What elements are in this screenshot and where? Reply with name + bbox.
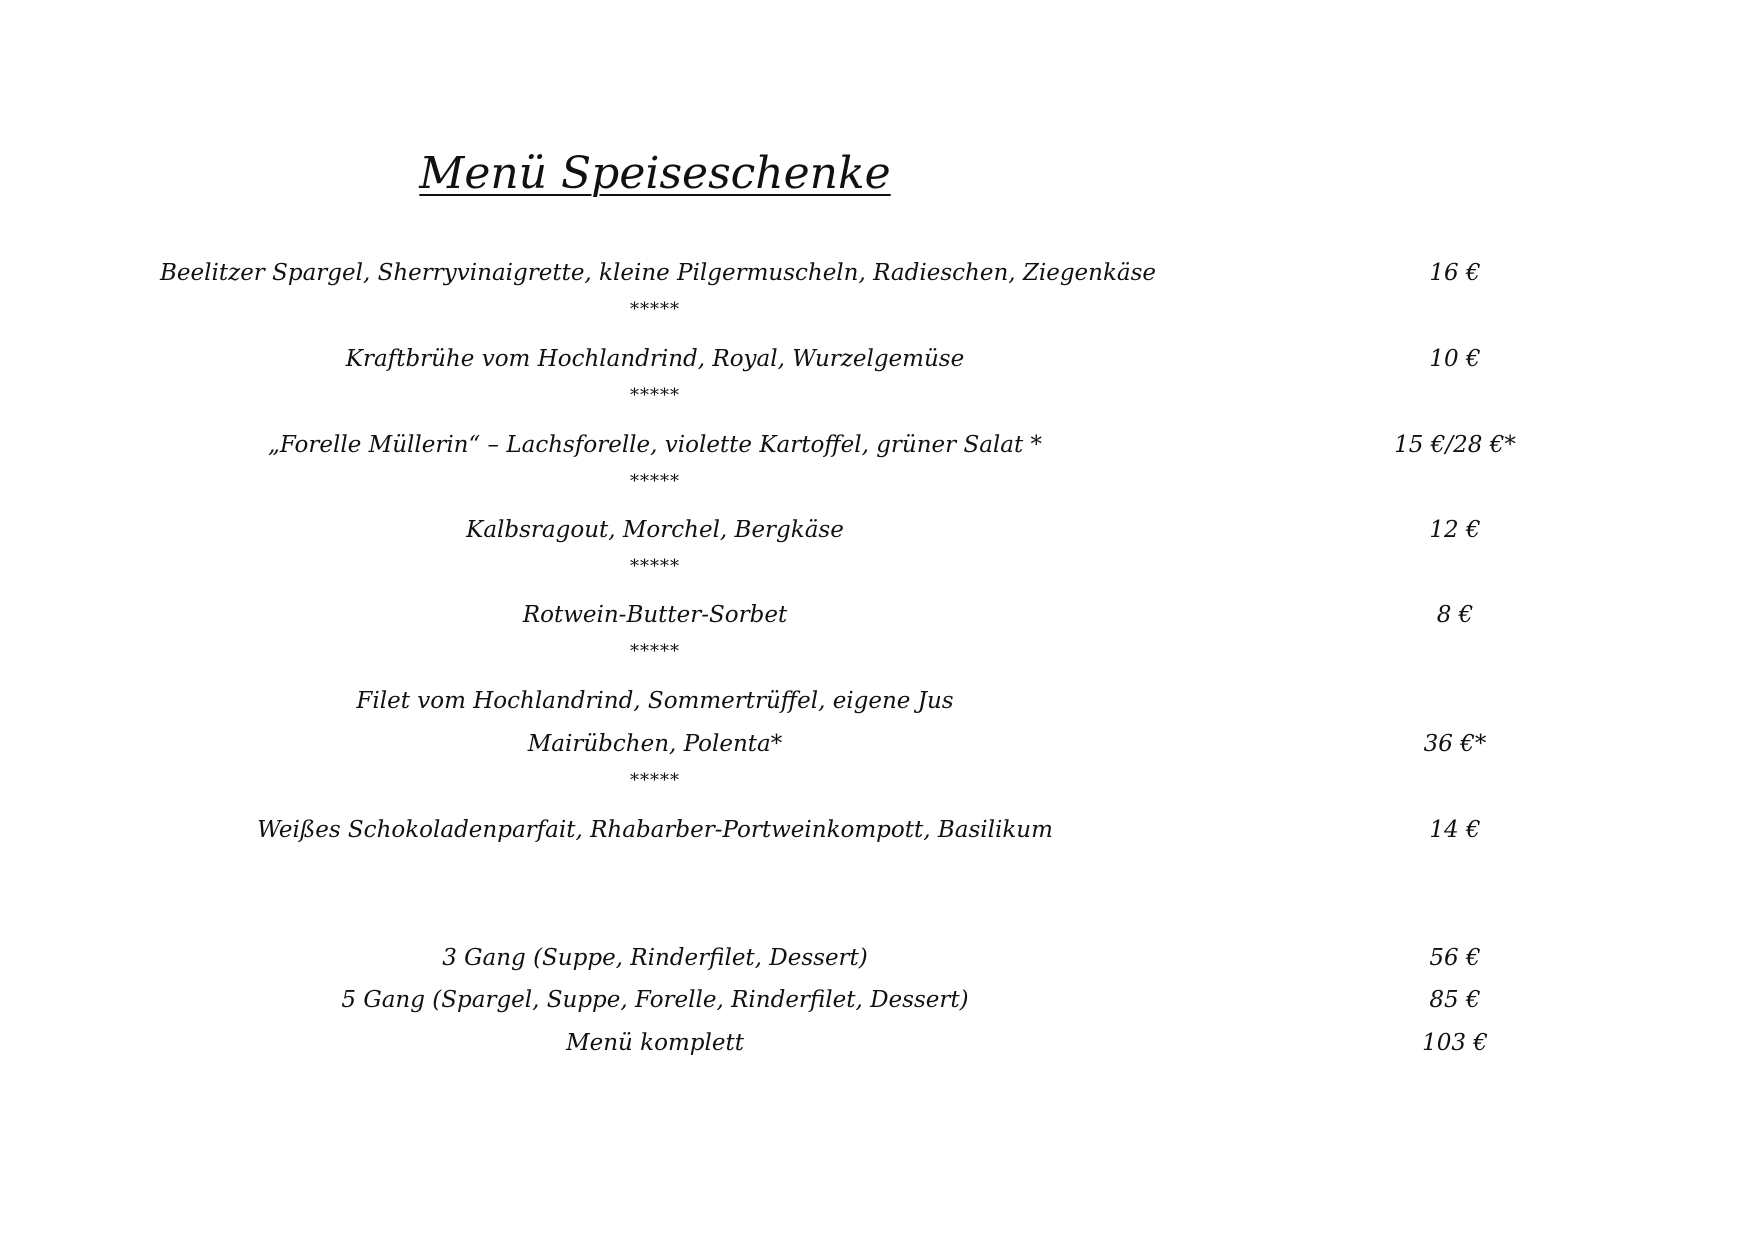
set-menu-3-gang-price: 56 € <box>1429 945 1481 971</box>
set-menu-5-gang-price: 85 € <box>1429 987 1481 1013</box>
set-menu-komplett: Menü komplett <box>566 1030 744 1056</box>
set-menu-komplett-price: 103 € <box>1422 1030 1488 1056</box>
course-6-description-line-2: Mairübchen, Polenta* <box>527 731 783 757</box>
course-7-description: Weißes Schokoladenparfait, Rhabarber-Portweinkompott, Basilikum <box>257 817 1053 843</box>
course-4-price: 12 € <box>1429 517 1481 543</box>
course-7-price: 14 € <box>1429 817 1481 843</box>
course-5-description: Rotwein-Butter-Sorbet <box>522 602 788 628</box>
page-title: Menü Speiseschenke <box>419 148 891 199</box>
course-2-price: 10 € <box>1429 346 1481 372</box>
course-1-description: Beelitzer Spargel, Sherryvinaigrette, kleine Pilgermuscheln, Radieschen, Ziegenkäse <box>160 260 1157 286</box>
set-menu-5-gang: 5 Gang (Spargel, Suppe, Forelle, Rinderfilet, Dessert) <box>341 987 969 1013</box>
set-menu-3-gang: 3 Gang (Suppe, Rinderfilet, Dessert) <box>442 945 868 971</box>
course-6-price: 36 €* <box>1423 731 1487 757</box>
course-separator: ***** <box>630 770 680 791</box>
course-separator: ***** <box>630 385 680 406</box>
course-5-price: 8 € <box>1436 602 1474 628</box>
course-3-price: 15 €/28 €* <box>1394 432 1516 458</box>
course-1-price: 16 € <box>1429 260 1481 286</box>
course-separator: ***** <box>630 641 680 662</box>
course-3-description: „Forelle Müllerin“ – Lachsforelle, violette Kartoffel, grüner Salat * <box>267 432 1043 458</box>
course-2-description: Kraftbrühe vom Hochlandrind, Royal, Wurzelgemüse <box>345 346 965 372</box>
course-4-description: Kalbsragout, Morchel, Bergkäse <box>466 517 844 543</box>
course-6-description-line-1: Filet vom Hochlandrind, Sommertrüffel, eigene Jus <box>356 688 954 714</box>
course-separator: ***** <box>630 556 680 577</box>
course-separator: ***** <box>630 471 680 492</box>
course-separator: ***** <box>630 299 680 320</box>
